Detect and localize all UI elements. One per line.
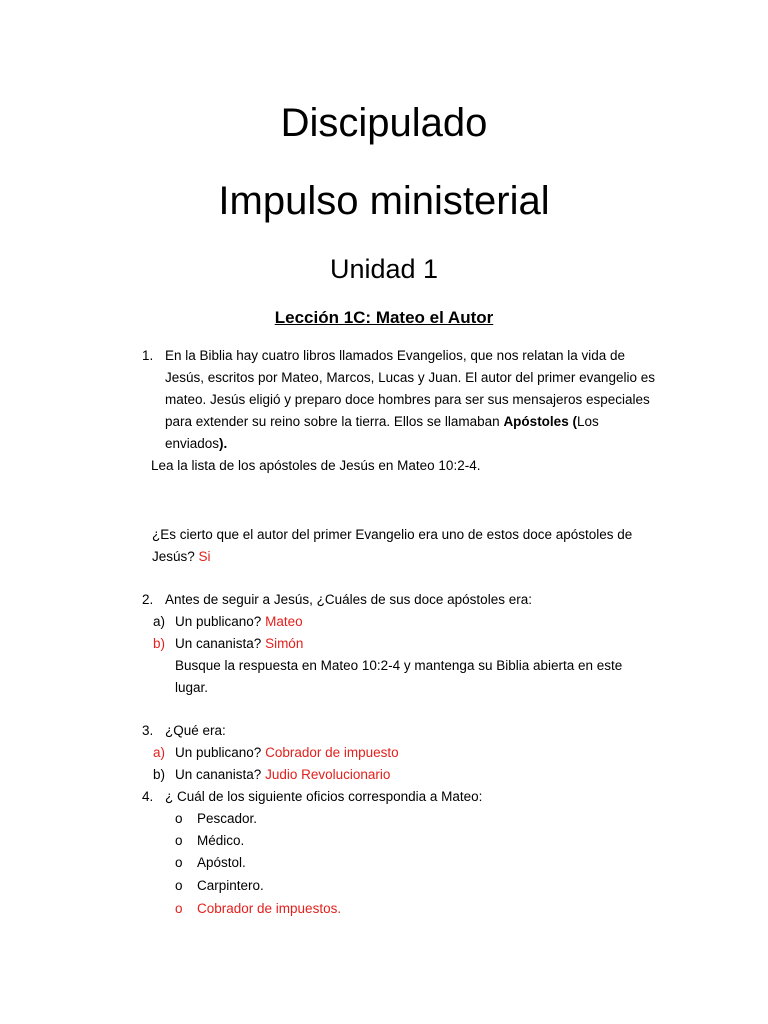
question-text-line bbox=[165, 433, 227, 455]
document-title: Discipulado bbox=[280, 101, 488, 145]
question-number: 1. bbox=[142, 348, 154, 363]
bullet-icon: o bbox=[175, 833, 183, 848]
text-run: Los bbox=[576, 414, 599, 429]
note-line: Busque la respuesta en Mateo 10:2-4 y mantenga su Biblia abierta en este bbox=[175, 658, 623, 673]
question-text-line: ¿ Cuál de los siguiente oficios correspondia a Mateo: bbox=[165, 789, 483, 804]
question-text-line bbox=[152, 546, 211, 568]
answer-text: Si bbox=[198, 549, 211, 564]
option-marker: b) bbox=[153, 767, 166, 782]
option-apostol: Apóstol. bbox=[197, 855, 246, 870]
unit-heading: Unidad 1 bbox=[329, 254, 439, 284]
bold-term: ). bbox=[219, 436, 228, 451]
question-text-line: mateo. Jesús eligió y preparo doce hombres para ser sus mensajeros especiales bbox=[165, 392, 650, 407]
text-run: Jesús? bbox=[152, 549, 199, 564]
question-text-line: ¿Es cierto que el autor del primer Evangelio era uno de estos doce apóstoles de bbox=[152, 527, 633, 542]
document-subtitle: Impulso ministerial bbox=[218, 179, 550, 223]
bullet-icon: o bbox=[175, 878, 183, 893]
option-a bbox=[175, 611, 303, 633]
bullet-icon: o bbox=[175, 811, 183, 826]
option-cobrador-answer: Cobrador de impuestos. bbox=[197, 901, 342, 916]
question-text-line: ¿Qué era: bbox=[165, 723, 226, 738]
option-marker: b) bbox=[153, 636, 166, 651]
bold-term: Apóstoles ( bbox=[503, 414, 577, 429]
answer-text: Cobrador de impuesto bbox=[265, 745, 399, 760]
option-pescador: Pescador. bbox=[197, 811, 258, 826]
option-text: Un cananista? bbox=[175, 767, 266, 782]
text-run: enviados bbox=[165, 436, 220, 451]
question-text-line bbox=[165, 411, 599, 433]
option-a bbox=[175, 742, 399, 764]
question-number: 4. bbox=[142, 789, 154, 804]
option-medico: Médico. bbox=[197, 833, 245, 848]
answer-text: Judio Revolucionario bbox=[265, 767, 391, 782]
reading-instruction: Lea la lista de los apóstoles de Jesús en Mateo 10:2-4. bbox=[151, 458, 481, 473]
bullet-icon: o bbox=[175, 901, 183, 916]
option-text: Un cananista? bbox=[175, 636, 266, 651]
question-text-line: Antes de seguir a Jesús, ¿Cuáles de sus doce apóstoles era: bbox=[165, 592, 532, 607]
text-run: para extender su reino sobre la tierra. Ellos se llamaban bbox=[165, 414, 504, 429]
option-carpintero: Carpintero. bbox=[197, 878, 264, 893]
question-number: 3. bbox=[142, 723, 154, 738]
answer-text: Mateo bbox=[265, 614, 303, 629]
lesson-heading: Lección 1C: Mateo el Autor bbox=[274, 308, 494, 327]
option-text: Un publicano? bbox=[175, 745, 266, 760]
option-marker: a) bbox=[153, 745, 166, 760]
option-b bbox=[175, 764, 390, 786]
question-number: 2. bbox=[142, 592, 154, 607]
option-b bbox=[175, 633, 303, 655]
question-text-line: En la Biblia hay cuatro libros llamados Evangelios, que nos relatan la vida de bbox=[165, 348, 626, 363]
note-line: lugar. bbox=[175, 680, 209, 695]
question-text-line: Jesús, escritos por Mateo, Marcos, Lucas y Juan. El autor del primer evangelio es bbox=[165, 370, 655, 385]
option-text: Un publicano? bbox=[175, 614, 266, 629]
option-marker: a) bbox=[153, 614, 166, 629]
answer-text: Simón bbox=[265, 636, 304, 651]
bullet-icon: o bbox=[175, 855, 183, 870]
